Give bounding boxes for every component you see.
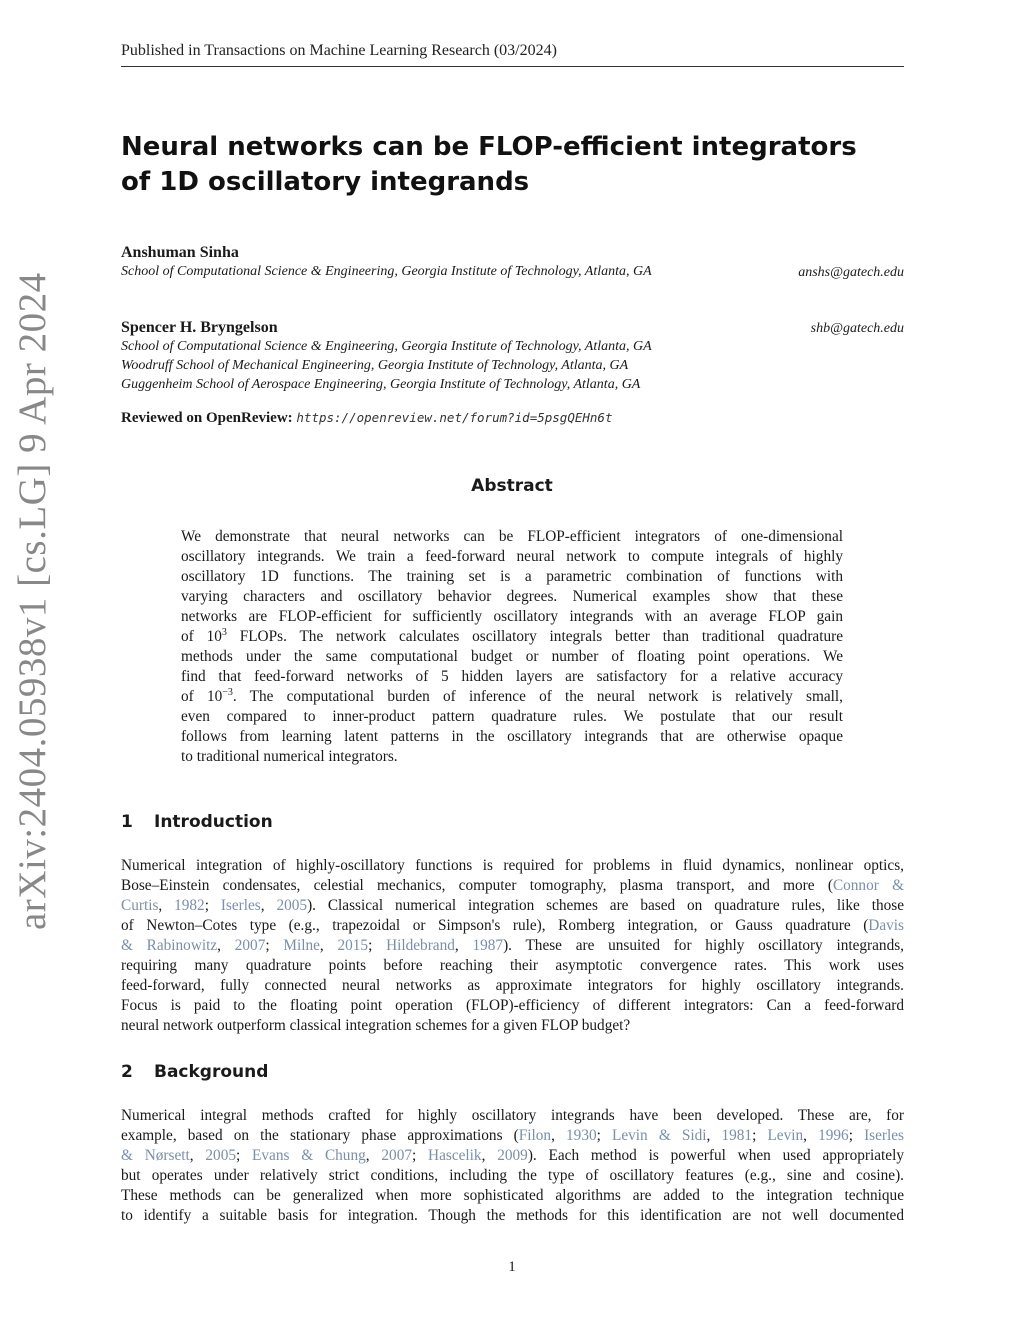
paper-title xyxy=(121,130,904,200)
abstract-text: . The computational burden of inference of the neural network is relatively small, xyxy=(232,688,843,705)
citation-link[interactable]: 1982 xyxy=(174,897,205,914)
body-text: Bose–Einstein condensates, celestial mechanics, computer tomography, plasma transport, and more ( xyxy=(121,877,833,894)
citation-link[interactable]: 2009 xyxy=(497,1147,528,1164)
citation-link[interactable]: Iserles xyxy=(864,1127,905,1144)
author-block xyxy=(121,244,904,281)
citation-link[interactable]: Evans & Chung xyxy=(252,1147,366,1164)
abstract-line: oscillatory integrands. We train a feed-forward neural network to compute integrals of highly xyxy=(181,548,843,565)
body-text: ). Classical numerical integration schemes are based on quadrature rules, like those xyxy=(307,897,904,914)
body-text: , xyxy=(189,1147,206,1164)
introduction-paragraph xyxy=(121,856,904,1036)
author-affiliation: School of Computational Science & Engineering, Georgia Institute of Technology, Atlanta, GA xyxy=(121,264,652,279)
body-text: , xyxy=(454,937,473,954)
body-text: requiring many quadrature points before reaching their asymptotic convergence rates. This work uses xyxy=(121,957,904,974)
body-text: example, based on the stationary phase approximations ( xyxy=(121,1127,519,1144)
running-header: Published in Transactions on Machine Learning Research (03/2024) xyxy=(121,42,904,67)
abstract-line: follows from learning latent patterns in the oscillatory integrands that are otherwise opaque xyxy=(181,728,843,745)
body-text: ; xyxy=(265,937,284,954)
text-line xyxy=(121,936,904,956)
author-name: Spencer H. Bryngelson xyxy=(121,319,278,336)
text-line xyxy=(121,876,904,896)
body-text: neural network outperform classical integration schemes for a given FLOP budget? xyxy=(121,1017,631,1034)
citation-link[interactable]: Milne xyxy=(283,937,320,954)
title-line: Neural networks can be FLOP-efficient integrators xyxy=(121,132,857,162)
body-text: , xyxy=(158,897,175,914)
text-line xyxy=(121,1206,904,1226)
text-line xyxy=(121,1016,904,1036)
author-block xyxy=(121,319,904,394)
abstract-line: networks are FLOP-efficient for sufficiently oscillatory integrands with an average FLOP gain xyxy=(181,608,843,625)
body-text: ). Each method is powerful when used appropriately xyxy=(527,1147,904,1164)
author-affiliation: School of Computational Science & Engineering, Georgia Institute of Technology, Atlanta, GA xyxy=(121,339,652,354)
body-text: ; xyxy=(368,937,387,954)
citation-link[interactable]: & Rabinowitz xyxy=(121,937,218,954)
body-text: , xyxy=(803,1127,819,1144)
abstract-line: We demonstrate that neural networks can be FLOP-efficient integrators of one-dimensional xyxy=(181,528,843,545)
text-line xyxy=(121,1186,904,1206)
body-text: ). These are unsuited for highly oscillatory integrands, xyxy=(503,937,904,954)
title-line: of 1D oscillatory integrands xyxy=(121,167,530,197)
author-email[interactable]: shb@gatech.edu xyxy=(810,321,904,336)
citation-link[interactable]: 2015 xyxy=(337,937,369,954)
review-label: Reviewed on OpenReview: xyxy=(121,410,293,426)
author-affiliation: Woodruff School of Mechanical Engineering, Georgia Institute of Technology, Atlanta, GA xyxy=(121,358,629,373)
text-line xyxy=(121,1166,904,1186)
abstract-body xyxy=(181,527,843,767)
section-number: 1 xyxy=(121,812,133,832)
citation-link[interactable]: Levin xyxy=(767,1127,804,1144)
abstract-line: to traditional numerical integrators. xyxy=(181,748,398,765)
citation-link[interactable]: 1996 xyxy=(818,1127,849,1144)
body-text: , xyxy=(217,937,235,954)
body-text: ; xyxy=(596,1127,613,1144)
body-text: Numerical integral methods crafted for highly oscillatory integrands have been developed. These are, for xyxy=(121,1107,904,1124)
citation-link[interactable]: 2005 xyxy=(276,897,308,914)
body-text: Numerical integration of highly-oscillatory functions is required for problems in fluid dynamics, nonlinear optics, xyxy=(121,857,904,874)
text-line xyxy=(121,1106,904,1126)
arxiv-identifier: arXiv:2404.05938v1 [cs.LG] 9 Apr 2024 xyxy=(11,272,54,930)
text-line xyxy=(121,1126,904,1146)
citation-link[interactable]: 2005 xyxy=(205,1147,236,1164)
section-title: Introduction xyxy=(154,812,273,832)
abstract-heading: Abstract xyxy=(471,476,553,496)
body-text: , xyxy=(260,897,277,914)
abstract-line: even compared to inner-product pattern quadrature rules. We postulate that our result xyxy=(181,708,843,725)
citation-link[interactable]: 2007 xyxy=(234,937,266,954)
citation-link[interactable]: 2007 xyxy=(381,1147,412,1164)
abstract-text: of 10 xyxy=(181,688,223,705)
body-text: ; xyxy=(752,1127,768,1144)
citation-link[interactable]: Filon xyxy=(518,1127,552,1144)
review-line xyxy=(121,410,612,427)
text-line xyxy=(121,1146,904,1166)
abstract-line xyxy=(181,687,843,707)
citation-link[interactable]: Curtis xyxy=(121,897,159,914)
citation-link[interactable]: Davis xyxy=(868,917,904,934)
author-email[interactable]: anshs@gatech.edu xyxy=(798,265,904,280)
background-paragraph xyxy=(121,1106,904,1226)
citation-link[interactable]: & Nørsett xyxy=(121,1147,190,1164)
abstract-line xyxy=(181,627,843,647)
section-heading-background xyxy=(121,1062,268,1082)
text-line xyxy=(121,956,904,976)
text-line xyxy=(121,916,904,936)
body-text: ; xyxy=(411,1147,429,1164)
page-number: 1 xyxy=(508,1259,516,1275)
citation-link[interactable]: Hildebrand xyxy=(386,937,455,954)
exponent: 3 xyxy=(221,626,227,638)
abstract-line: methods under the same computational budget or number of floating point operations. We xyxy=(181,648,843,665)
body-text: feed-forward, fully connected neural networks as approximate integrators for highly oscillatory integrands. xyxy=(121,977,904,994)
citation-link[interactable]: 1987 xyxy=(472,937,504,954)
body-text: to identify a suitable basis for integration. Though the methods for this identification are not well documented xyxy=(121,1207,904,1224)
abstract-line: oscillatory 1D functions. The training set is a parametric combination of functions with xyxy=(181,568,843,585)
citation-link[interactable]: Levin & Sidi xyxy=(612,1127,707,1144)
body-text: ; xyxy=(235,1147,253,1164)
body-text: , xyxy=(481,1147,498,1164)
author-name: Anshuman Sinha xyxy=(121,244,239,261)
abstract-text: FLOPs. The network calculates oscillatory integrals better than traditional quadrature xyxy=(226,628,843,645)
section-heading-introduction xyxy=(121,812,273,832)
citation-link[interactable]: 1981 xyxy=(721,1127,753,1144)
review-link[interactable]: https://openreview.net/forum?id=5psgQEHn6t xyxy=(296,410,613,425)
author-affiliation: Guggenheim School of Aerospace Engineering, Georgia Institute of Technology, Atlanta, GA xyxy=(121,377,641,392)
body-text: These methods can be generalized when more sophisticated algorithms are added to the integration technique xyxy=(121,1187,904,1204)
body-text: ; xyxy=(204,897,221,914)
abstract-line: varying characters and oscillatory behavior degrees. Numerical examples show that these xyxy=(181,588,843,605)
citation-link[interactable]: Iserles xyxy=(220,897,261,914)
section-number: 2 xyxy=(121,1062,133,1082)
body-text: but operates under relatively strict conditions, including the type of oscillatory features (e.g., sine and cosine). xyxy=(121,1167,904,1184)
body-text: Focus is paid to the floating point operation (FLOP)-efficiency of different integrators: Can a feed-forward xyxy=(121,997,904,1014)
exponent: −3 xyxy=(222,686,233,698)
text-line xyxy=(121,896,904,916)
citation-link[interactable]: Connor & xyxy=(832,877,904,894)
body-text: , xyxy=(706,1127,722,1144)
abstract-line: find that feed-forward networks of 5 hidden layers are satisfactory for a relative accuracy xyxy=(181,668,843,685)
body-text: , xyxy=(319,937,338,954)
body-text: ; xyxy=(848,1127,865,1144)
body-text: , xyxy=(365,1147,382,1164)
abstract-text: of 10 xyxy=(181,628,222,645)
body-text: , xyxy=(551,1127,567,1144)
citation-link[interactable]: 1930 xyxy=(566,1127,597,1144)
text-line xyxy=(121,976,904,996)
text-line xyxy=(121,856,904,876)
text-line xyxy=(121,996,904,1016)
citation-link[interactable]: Hascelik xyxy=(428,1147,482,1164)
section-title: Background xyxy=(154,1062,269,1082)
body-text: of Newton–Cotes type (e.g., trapezoidal or Simpson's rule), Romberg integration, or Gauss quadrature ( xyxy=(121,917,869,934)
